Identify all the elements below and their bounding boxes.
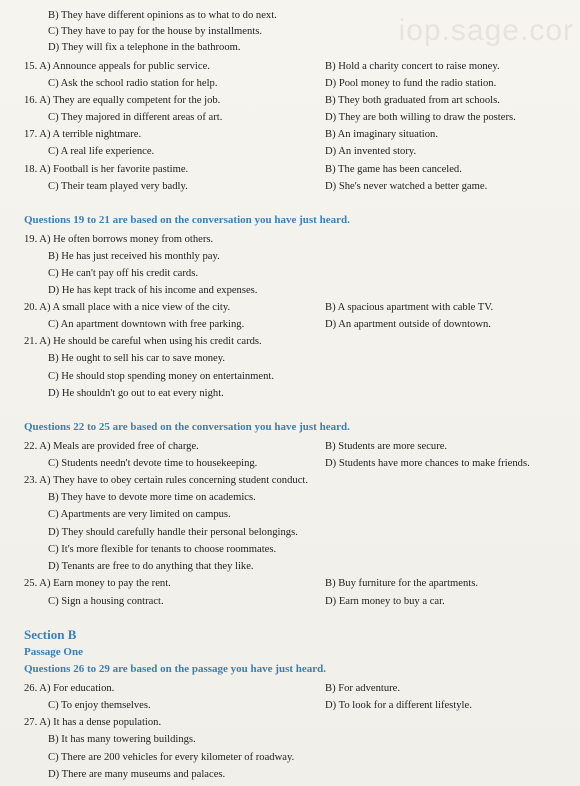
question-21-option-c: C) He should stop spending money on entertainment. [48,371,274,382]
question-23-option-a: 23. A) They have to obey certain rules concerning student conduct. [24,475,308,486]
question-20-option-d: D) An apartment outside of downtown. [325,319,491,330]
section-b-title: Section B [24,627,77,642]
question-22-option-c: C) Students needn't devote time to housekeeping. [48,458,258,469]
question-18-option-a: 18. A) Football is her favorite pastime. [24,164,189,175]
option-line: C) They have to pay for the house by installments. [48,26,262,37]
question-15-option-b: B) Hold a charity concert to raise money. [325,61,500,72]
question-24-option-d: D) Tenants are free to do anything that they like. [48,561,254,572]
question-22-option-b: B) Students are more secure. [325,441,448,452]
question-15-option-c: C) Ask the school radio station for help. [48,78,218,89]
question-22-option-a: 22. A) Meals are provided free of charge. [24,441,199,452]
question-25-option-a: 25. A) Earn money to pay the rent. [24,578,171,589]
question-17-option-c: C) A real life experience. [48,146,155,157]
passage-one-title: Passage One [24,646,83,658]
option-line: B) They have different opinions as to what to do next. [48,10,277,21]
question-25-option-b: B) Buy furniture for the apartments. [325,578,478,589]
question-21-option-d: D) He shouldn't go out to eat every night. [48,388,224,399]
question-19-option-c: C) He can't pay off his credit cards. [48,268,198,279]
questions-22-25-heading: Questions 22 to 25 are based on the conversation you have just heard. [24,421,350,433]
question-27-option-a: 27. A) It has a dense population. [24,717,162,728]
question-18-option-c: C) Their team played very badly. [48,181,188,192]
question-26-option-a: 26. A) For education. [24,683,115,694]
question-21-option-b: B) He ought to sell his car to save money. [48,353,226,364]
question-20-option-a: 20. A) A small place with a nice view of the city. [24,302,231,313]
question-26-option-c: C) To enjoy themselves. [48,700,151,711]
question-19-option-a: 19. A) He often borrows money from others. [24,234,214,245]
question-19-option-d: D) He has kept track of his income and expenses. [48,285,258,296]
question-20-option-b: B) A spacious apartment with cable TV. [325,302,494,313]
question-26-option-d: D) To look for a different lifestyle. [325,700,472,711]
question-26-option-b: B) For adventure. [325,683,401,694]
question-23-option-b: B) They have to devote more time on academics. [48,492,256,503]
question-16-option-c: C) They majored in different areas of art. [48,112,223,123]
question-22-option-d: D) Students have more chances to make friends. [325,458,530,469]
question-27-option-d: D) There are many museums and palaces. [48,769,226,780]
question-25-option-c: C) Sign a housing contract. [48,596,164,607]
question-16-option-b: B) They both graduated from art schools. [325,95,500,106]
questions-26-29-heading: Questions 26 to 29 are based on the passage you have just heard. [24,663,327,675]
question-17-option-a: 17. A) A terrible nightmare. [24,129,142,140]
option-line: D) They will fix a telephone in the bathroom. [48,42,241,53]
question-21-option-a: 21. A) He should be careful when using his credit cards. [24,336,262,347]
question-17-option-b: B) An imaginary situation. [325,129,438,140]
question-20-option-c: C) An apartment downtown with free parking. [48,319,245,330]
question-15-option-a: 15. A) Announce appeals for public service. [24,61,210,72]
question-25-option-d: D) Earn money to buy a car. [325,596,445,607]
question-24-option-c: C) It's more flexible for tenants to choose roommates. [48,544,277,555]
questions-19-21-heading: Questions 19 to 21 are based on the conversation you have just heard. [24,214,350,226]
question-27-option-b: B) It has many towering buildings. [48,734,196,745]
question-16-option-d: D) They are both willing to draw the posters. [325,112,516,123]
question-23-option-c: C) Apartments are very limited on campus. [48,509,231,520]
question-19-option-b: B) He has just received his monthly pay. [48,251,220,262]
question-27-option-c: C) There are 200 vehicles for every kilometer of roadway. [48,752,295,763]
question-16-option-a: 16. A) They are equally competent for the job. [24,95,221,106]
question-15-option-d: D) Pool money to fund the radio station. [325,78,497,89]
watermark: iop.sage.cor [398,14,574,47]
question-18-option-d: D) She's never watched a better game. [325,181,488,192]
question-17-option-d: D) An invented story. [325,146,417,157]
question-18-option-b: B) The game has been canceled. [325,164,462,175]
question-23-option-d: D) They should carefully handle their personal belongings. [48,527,298,538]
